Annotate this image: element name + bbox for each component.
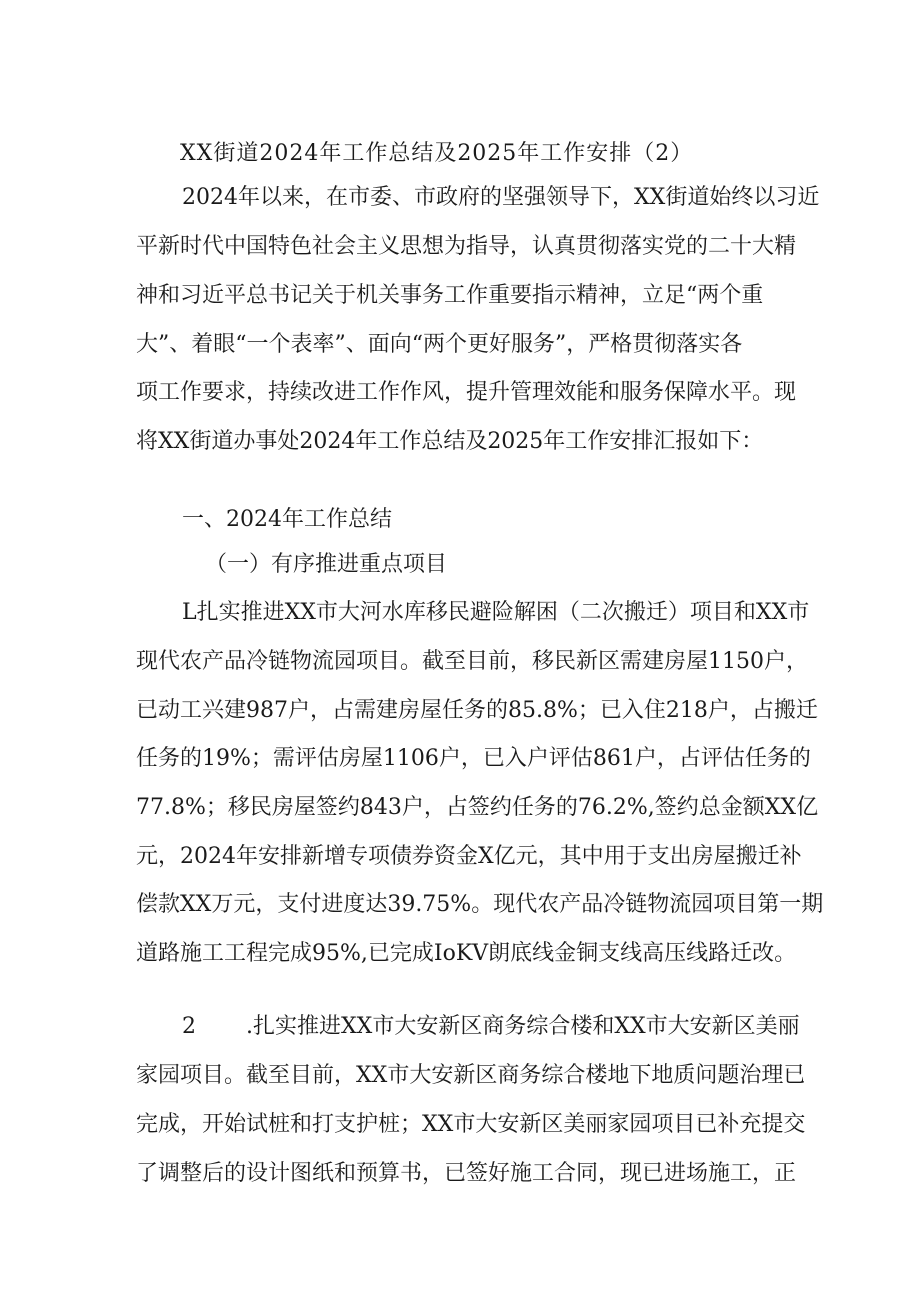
item2-line-1: .扎实推进XX市大安新区商务综合楼和XX市大安新区美丽 — [246, 1014, 800, 1039]
intro-line-6: 将XX街道办事处2024年工作总结及2025年工作安排汇报如下： — [136, 429, 764, 454]
intro-line-3: 神和习近平总书记关于机关事务工作重要指示精神，立足“两个重 — [136, 283, 764, 308]
subsection-heading: （一）有序推进重点项目 — [205, 552, 448, 577]
item2-line-3: 完成，开始试桩和打支护桩；XX市大安新区美丽家园项目已补充提交 — [136, 1112, 806, 1137]
intro-line-4: 大”、着眼“一个表率”、面向“两个更好服务”，严格贯彻落实各 — [136, 332, 743, 357]
intro-line-2: 平新时代中国特色社会主义思想为指导，认真贯彻落实党的二十大精 — [136, 234, 797, 259]
intro-line-5: 项工作要求，持续改进工作作风，提升管理效能和服务保障水平。现 — [136, 380, 797, 405]
item2-line-2: 家园项目。截至目前，XX市大安新区商务综合楼地下地质问题治理已 — [136, 1063, 806, 1088]
item2-number: 2 — [182, 1014, 196, 1039]
intro-line-1: 2024年以来，在市委、市政府的坚强领导下，XX街道始终以习近 — [182, 185, 820, 210]
item1-line-7: 偿款XX万元，支付进度达39.75%。现代农产品冷链物流园项目第一期 — [136, 892, 824, 917]
item1-line-2: 现代农产品冷链物流园项目。截至目前，移民新区需建房屋1150户， — [136, 649, 808, 674]
item1-line-5: 77.8%；移民房屋签约843户，占签约任务的76.2%,签约总金额XX亿 — [136, 795, 819, 820]
section-heading: 一、2024年工作总结 — [182, 507, 392, 532]
item1-line-6: 元，2024年安排新增专项债券资金X亿元，其中用于支出房屋搬迁补 — [136, 844, 802, 869]
item1-line-1: L扎实推进XX市大河水库移民避险解困（二次搬迁）项目和XX市 — [182, 600, 810, 625]
document-title: XX街道2024年工作总结及2025年工作安排（2） — [180, 141, 694, 166]
item2-line-4: 了调整后的设计图纸和预算书，已签好施工合同，现已进场施工，正 — [136, 1161, 797, 1186]
item1-line-8: 道路施工工程完成95%,已完成IoKV朗底线金铜支线高压线路迁改。 — [136, 941, 797, 966]
item1-line-3: 已动工兴建987户，占需建房屋任务的85.8%；已入住218户，占搬迁 — [136, 698, 818, 723]
item1-line-4: 任务的19%；需评估房屋1106户，已入户评估861户，占评估任务的 — [136, 746, 811, 771]
